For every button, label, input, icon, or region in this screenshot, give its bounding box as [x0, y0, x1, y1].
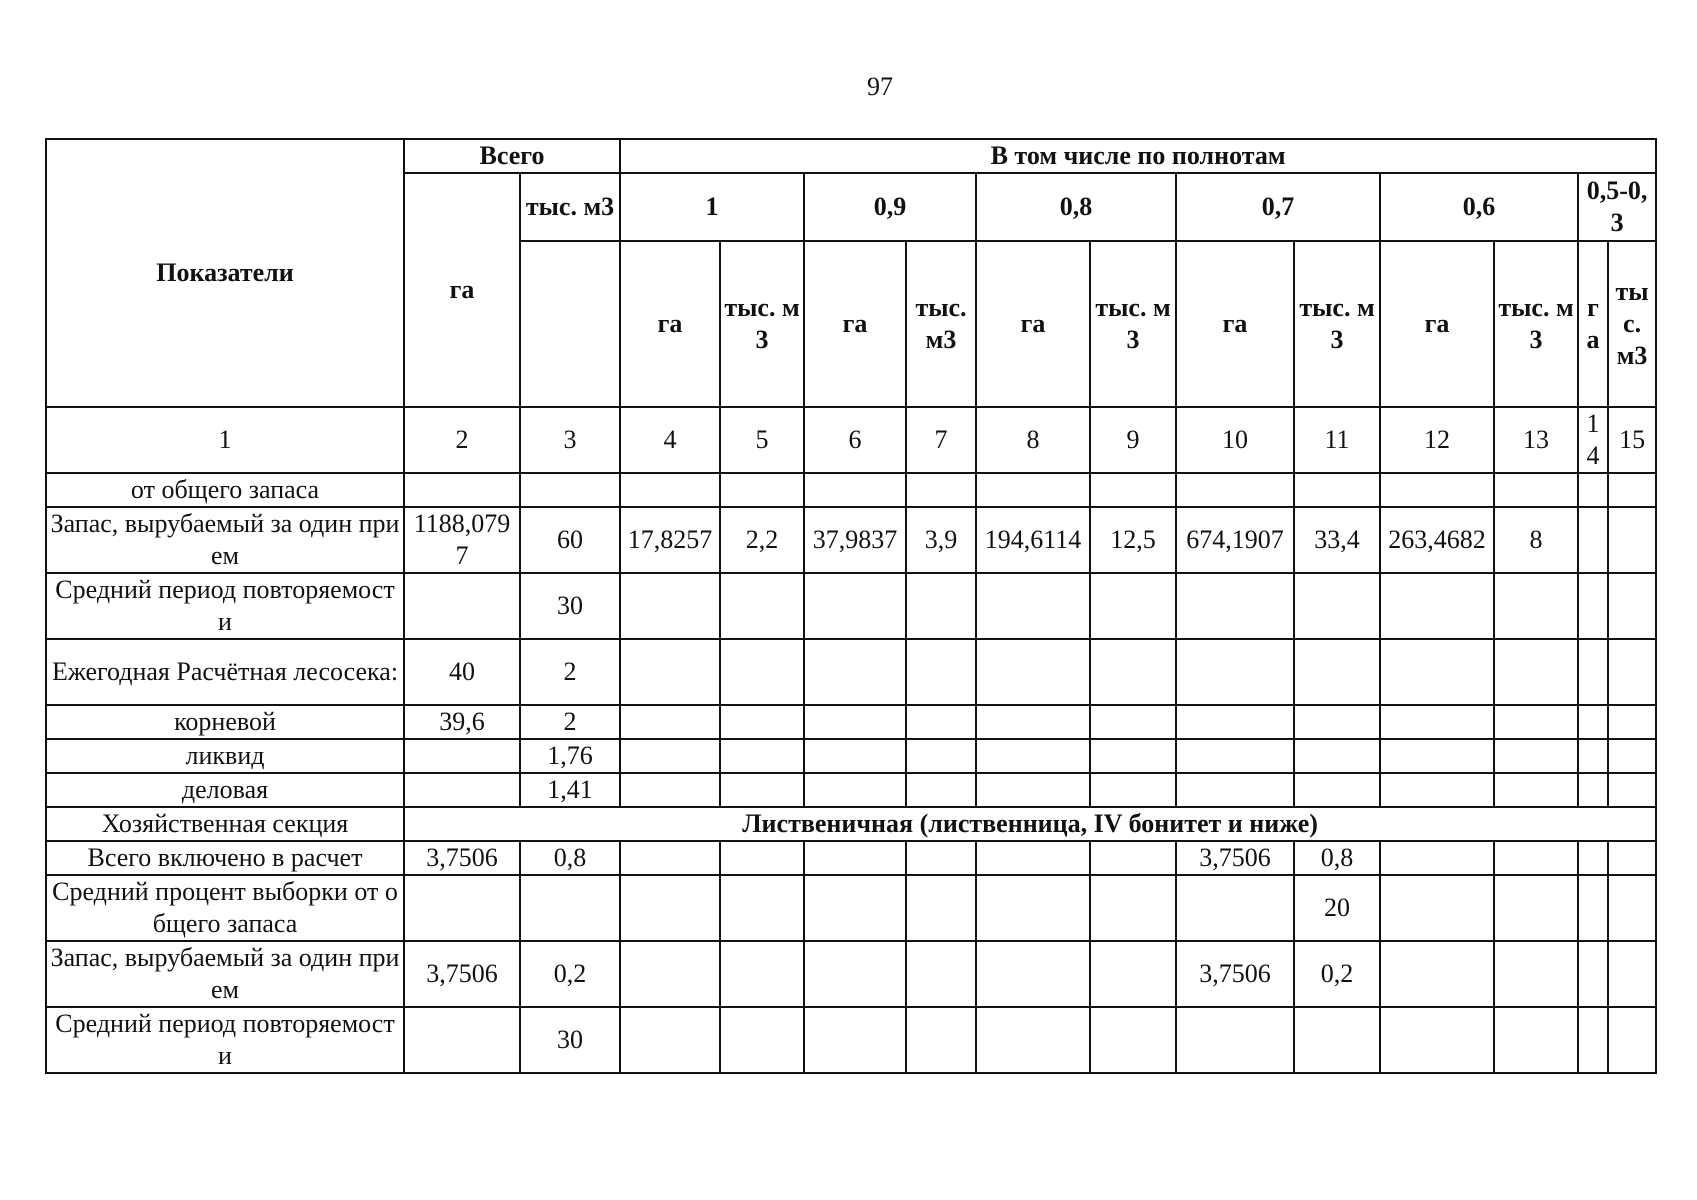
table-cell: 20	[1294, 875, 1380, 941]
table-cell	[804, 573, 906, 639]
table-cell	[1380, 473, 1494, 507]
table-cell	[1294, 639, 1380, 705]
table-cell: 40	[404, 639, 520, 705]
header-m3-07: тыс. м3	[1294, 241, 1380, 407]
table-cell	[976, 573, 1090, 639]
table-cell	[404, 1007, 520, 1073]
col-number: 10	[1176, 407, 1294, 473]
table-row	[46, 941, 1656, 1007]
table-row	[46, 875, 1656, 941]
table-cell	[1578, 875, 1608, 941]
table-cell	[1090, 841, 1176, 875]
table-cell	[906, 573, 976, 639]
table-cell: 2	[520, 639, 620, 705]
table-cell	[720, 875, 804, 941]
table-cell	[976, 773, 1090, 807]
table-cell: 674,1907	[1176, 507, 1294, 573]
table-cell	[1578, 639, 1608, 705]
table-cell	[620, 841, 720, 875]
header-ha-07: га	[1176, 241, 1294, 407]
table-row	[46, 639, 1656, 705]
table-row	[46, 1007, 1656, 1073]
table-cell	[720, 573, 804, 639]
table-cell	[1380, 639, 1494, 705]
table-cell	[1494, 473, 1578, 507]
table-cell	[976, 841, 1090, 875]
table-cell	[1494, 773, 1578, 807]
table-cell	[1494, 639, 1578, 705]
table-cell	[1176, 473, 1294, 507]
col-number: 3	[520, 407, 620, 473]
col-number: 7	[906, 407, 976, 473]
table-cell	[906, 639, 976, 705]
table-cell: 12,5	[1090, 507, 1176, 573]
table-cell	[1090, 573, 1176, 639]
header-density-06: 0,6	[1380, 173, 1578, 241]
table-cell	[1380, 841, 1494, 875]
col-number: 12	[1380, 407, 1494, 473]
table-cell	[1090, 875, 1176, 941]
col-number: 11	[1294, 407, 1380, 473]
table-cell	[1578, 507, 1608, 573]
table-row	[46, 705, 1656, 739]
header-density-05-03: 0,5-0,3	[1578, 173, 1656, 241]
row-label: корневой	[46, 705, 404, 739]
table-cell: 3,9	[906, 507, 976, 573]
table-cell	[1380, 573, 1494, 639]
table-cell	[804, 473, 906, 507]
header-ha-08: га	[976, 241, 1090, 407]
table-cell	[1380, 1007, 1494, 1073]
forest-stock-table	[45, 138, 1657, 1074]
table-cell	[1294, 705, 1380, 739]
table-cell: 17,8257	[620, 507, 720, 573]
column-numbers-row	[46, 407, 1656, 473]
col-number: 1	[46, 407, 404, 473]
table-cell	[620, 941, 720, 1007]
table-cell	[1608, 473, 1656, 507]
header-ha-06: га	[1380, 241, 1494, 407]
header-total-m3-empty	[520, 241, 620, 407]
table-cell	[976, 875, 1090, 941]
table-cell	[720, 941, 804, 1007]
table-cell: 0,2	[520, 941, 620, 1007]
page-number: 97	[867, 72, 893, 101]
header-ha-1: га	[620, 241, 720, 407]
table-cell: 2,2	[720, 507, 804, 573]
table-cell	[804, 941, 906, 1007]
table-cell	[1608, 773, 1656, 807]
table-cell	[620, 875, 720, 941]
table-cell	[1494, 841, 1578, 875]
header-density-1: 1	[620, 173, 804, 241]
table-cell	[976, 705, 1090, 739]
table-cell	[620, 705, 720, 739]
table-cell	[1494, 941, 1578, 1007]
header-m3-08: тыс. м3	[1090, 241, 1176, 407]
table-cell	[1294, 573, 1380, 639]
table-cell	[1494, 739, 1578, 773]
table-cell: 30	[520, 1007, 620, 1073]
table-cell	[1176, 639, 1294, 705]
table-cell	[1090, 1007, 1176, 1073]
table-cell	[1494, 705, 1578, 739]
table-cell	[804, 705, 906, 739]
row-label: Средний период повторяемости	[46, 573, 404, 639]
table-cell	[404, 573, 520, 639]
table-row	[46, 573, 1656, 639]
table-cell	[906, 773, 976, 807]
col-number: 2	[404, 407, 520, 473]
table-cell	[1380, 705, 1494, 739]
table-cell	[720, 1007, 804, 1073]
table-cell: 33,4	[1294, 507, 1380, 573]
table-cell	[520, 473, 620, 507]
table-cell	[1578, 941, 1608, 1007]
table-cell	[1176, 739, 1294, 773]
table-cell	[1090, 941, 1176, 1007]
col-number: 4	[620, 407, 720, 473]
table-cell	[976, 739, 1090, 773]
table-cell: 60	[520, 507, 620, 573]
table-cell	[1380, 773, 1494, 807]
table-cell	[1090, 773, 1176, 807]
table-cell	[1176, 773, 1294, 807]
table-cell	[976, 639, 1090, 705]
table-cell	[1380, 941, 1494, 1007]
table-cell	[906, 875, 976, 941]
header-m3-05: тыс. м3	[1608, 241, 1656, 407]
table-cell: 3,7506	[404, 941, 520, 1007]
table-cell	[620, 739, 720, 773]
table-cell	[804, 639, 906, 705]
table-cell	[1608, 573, 1656, 639]
table-cell	[804, 875, 906, 941]
table-cell: 194,6114	[976, 507, 1090, 573]
table-cell	[620, 639, 720, 705]
table-cell	[404, 739, 520, 773]
table-cell	[1380, 739, 1494, 773]
header-ha-05: га	[1578, 241, 1608, 407]
table-cell: 39,6	[404, 705, 520, 739]
header-density-09: 0,9	[804, 173, 976, 241]
table-cell	[720, 705, 804, 739]
header-ha-09: га	[804, 241, 906, 407]
row-label: Запас, вырубаемый за один прием	[46, 507, 404, 573]
table-cell	[1380, 875, 1494, 941]
table-cell	[1176, 875, 1294, 941]
table-row	[46, 473, 1656, 507]
table-cell	[1578, 705, 1608, 739]
table-cell: 0,2	[1294, 941, 1380, 1007]
table-cell	[804, 773, 906, 807]
table-cell	[976, 1007, 1090, 1073]
table-cell	[1294, 739, 1380, 773]
table-cell	[404, 473, 520, 507]
table-cell	[804, 841, 906, 875]
header-total-ha: га	[404, 173, 520, 407]
table-cell: 0,8	[520, 841, 620, 875]
table-cell: 37,9837	[804, 507, 906, 573]
table-cell	[906, 941, 976, 1007]
table-cell	[1608, 739, 1656, 773]
row-label: деловая	[46, 773, 404, 807]
row-label: Всего включено в расчет	[46, 841, 404, 875]
table-cell	[1494, 875, 1578, 941]
table-cell	[1090, 705, 1176, 739]
table-cell: 3,7506	[1176, 841, 1294, 875]
table-cell	[720, 739, 804, 773]
table-cell: 3,7506	[1176, 941, 1294, 1007]
table-cell	[1294, 473, 1380, 507]
table-cell	[620, 473, 720, 507]
table-cell	[1578, 473, 1608, 507]
table-cell	[720, 773, 804, 807]
table-cell	[720, 473, 804, 507]
table-cell	[1608, 507, 1656, 573]
table-cell	[520, 875, 620, 941]
table-cell	[906, 473, 976, 507]
table-row	[46, 507, 1656, 573]
row-label: Средний процент выборки от общего запаса	[46, 875, 404, 941]
row-label: от общего запаса	[46, 473, 404, 507]
header-total-m3: тыс. м3	[520, 173, 620, 241]
row-label: Ежегодная Расчётная лесосека:	[46, 639, 404, 705]
header-density-07: 0,7	[1176, 173, 1380, 241]
table-cell	[1608, 705, 1656, 739]
table-cell	[804, 1007, 906, 1073]
table-cell	[1578, 1007, 1608, 1073]
table-cell	[1176, 705, 1294, 739]
table-cell	[1294, 773, 1380, 807]
table-cell	[1090, 739, 1176, 773]
table-row	[46, 739, 1656, 773]
header-by-density: В том числе по полнотам	[620, 139, 1656, 173]
table-cell: 0,8	[1294, 841, 1380, 875]
table-cell	[1578, 841, 1608, 875]
header-indicators: Показатели	[46, 139, 404, 407]
header-m3-09: тыс. м3	[906, 241, 976, 407]
table-cell	[620, 1007, 720, 1073]
table-cell	[1578, 739, 1608, 773]
table-cell	[976, 941, 1090, 1007]
table-cell	[976, 473, 1090, 507]
table-cell	[906, 841, 976, 875]
col-number: 8	[976, 407, 1090, 473]
table-cell	[1176, 573, 1294, 639]
header-m3-06: тыс. м3	[1494, 241, 1578, 407]
table-cell: 30	[520, 573, 620, 639]
table-cell	[1578, 773, 1608, 807]
table-cell	[906, 739, 976, 773]
table-cell	[620, 773, 720, 807]
col-number: 5	[720, 407, 804, 473]
table-cell	[1090, 473, 1176, 507]
table-cell: 2	[520, 705, 620, 739]
header-m3-1: тыс. м3	[720, 241, 804, 407]
col-number: 6	[804, 407, 906, 473]
col-number: 13	[1494, 407, 1578, 473]
col-number: 15	[1608, 407, 1656, 473]
table-cell	[620, 573, 720, 639]
table-cell	[1608, 841, 1656, 875]
table-row	[46, 773, 1656, 807]
table-cell	[720, 639, 804, 705]
header-total: Всего	[404, 139, 620, 173]
table-cell	[1608, 639, 1656, 705]
table-cell: 1188,0797	[404, 507, 520, 573]
col-number: 14	[1578, 407, 1608, 473]
table-cell: 8	[1494, 507, 1578, 573]
table-cell	[404, 875, 520, 941]
table-cell: 263,4682	[1380, 507, 1494, 573]
header-density-08: 0,8	[976, 173, 1176, 241]
table-row	[46, 841, 1656, 875]
table-cell: 3,7506	[404, 841, 520, 875]
table-cell	[1608, 1007, 1656, 1073]
table-cell	[1608, 875, 1656, 941]
table-cell	[720, 841, 804, 875]
table-cell	[906, 705, 976, 739]
row-label: Средний период повторяемости	[46, 1007, 404, 1073]
table-cell	[404, 773, 520, 807]
table-cell	[1608, 941, 1656, 1007]
table-cell	[1494, 573, 1578, 639]
table-cell	[1176, 1007, 1294, 1073]
section-label: Хозяйственная секция	[46, 807, 404, 841]
row-label: Запас, вырубаемый за один прием	[46, 941, 404, 1007]
table-cell	[1494, 1007, 1578, 1073]
table-cell: 1,41	[520, 773, 620, 807]
table-cell	[1294, 1007, 1380, 1073]
table-cell	[906, 1007, 976, 1073]
section-name: Лиственичная (лиственница, IV бонитет и ниже)	[404, 807, 1656, 841]
row-label: ликвид	[46, 739, 404, 773]
table-cell	[1578, 573, 1608, 639]
table-cell	[1090, 639, 1176, 705]
table-cell	[804, 739, 906, 773]
table-cell: 1,76	[520, 739, 620, 773]
col-number: 9	[1090, 407, 1176, 473]
